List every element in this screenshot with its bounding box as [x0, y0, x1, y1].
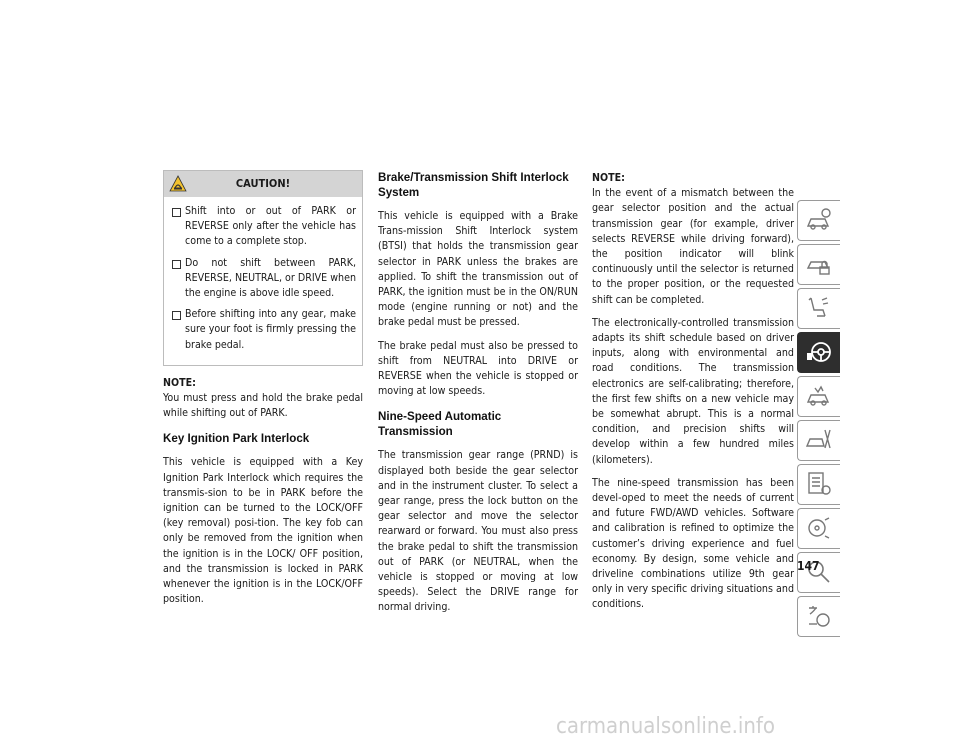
warning-triangle-icon — [169, 175, 187, 192]
caution-item: Do not shift between PARK, REVERSE, NEUTRAL, or DRIVE when the engine is above idle speed. — [172, 256, 356, 302]
note-label: NOTE: — [163, 376, 196, 389]
steering-wheel-icon — [805, 338, 833, 366]
watermark: carmanualsonline.info — [556, 714, 775, 739]
caution-list — [164, 197, 362, 365]
tab-multimedia[interactable] — [797, 508, 840, 549]
car-service-icon — [805, 426, 833, 454]
tab-crash-safety[interactable] — [797, 376, 840, 417]
section-heading-nine-speed: Nine-Speed Automatic Transmission — [378, 410, 502, 439]
column-middle — [378, 170, 578, 624]
caution-box — [163, 170, 363, 366]
chapter-tab-strip — [797, 200, 841, 640]
tab-car-lock[interactable] — [797, 244, 840, 285]
electronic-body-1: The electronically-controlled transmission adapts its shift schedule based on driver inputs, along with environmental and road conditions. The transmission electronics are self-calibrating; therefore, the first few shifts on a new vehicle may be somewhat abrupt. This is a normal condition, and precision shifts will develop within a few hundred miles (kilometers). — [592, 316, 794, 466]
car-lock-icon — [805, 250, 833, 278]
tab-steering[interactable] — [797, 332, 840, 373]
maintenance-list-icon — [805, 470, 833, 498]
tab-maintenance[interactable] — [797, 464, 840, 505]
checkbox-bullet-icon — [172, 311, 181, 320]
section-heading-btsi: Brake/Transmission Shift Interlock System — [378, 171, 569, 199]
checkbox-bullet-icon — [172, 208, 181, 217]
note-text: In the event of a mismatch between the gear selector position and the actual transmission gear (for example, driver selects REVERSE while driving forward), the position indicator will blink continuously until the selector is returned to the proper position, or the requested shift can be completed. — [592, 187, 794, 306]
caution-item: Shift into or out of PARK or REVERSE only after the vehicle has come to a complete stop. — [172, 204, 356, 250]
caution-item: Before shifting into any gear, make sure your foot is firmly pressing the brake pedal. — [172, 307, 356, 353]
tab-car-service[interactable] — [797, 420, 840, 461]
multimedia-icon — [805, 514, 833, 542]
key-interlock-body: This vehicle is equipped with a Key Ignition Park Interlock which requires the transmis-sion to be in PARK before the ignition can be turned to the LOCK/OFF (key removal) posi-tion. The key fob can only be removed from the ignition when the ignition is in the LOCK/ OFF position, and the transmission is locked in PARK whenever the ignition is in the LOCK/OFF position. — [163, 456, 363, 606]
section-heading-key-interlock: Key Ignition Park Interlock — [163, 432, 310, 446]
page-number: 147 — [797, 559, 820, 573]
btsi-body-2: The brake pedal must also be pressed to shift from NEUTRAL into DRIVE or REVERSE when the vehicle is stopped or moving at low speeds. — [378, 339, 578, 398]
column-left — [163, 170, 363, 615]
tab-seat-adjust[interactable] — [797, 288, 840, 329]
electronic-body-2: The nine-speed transmission has been devel-oped to meet the needs of current and future FWD/AWD vehicles. Software and calibration is refined to optimize the customer’s driving experience and fuel economy. By design, some vehicle and driveline combinations utilize 9th gear only in very specific driving situations and conditions. — [592, 476, 794, 611]
column-right — [592, 171, 794, 621]
seat-adjust-icon — [805, 294, 833, 322]
crash-safety-icon — [805, 382, 833, 410]
btsi-body-1: This vehicle is equipped with a Brake Trans-mission Shift Interlock system (BTSI) that holds the transmission gear selector in PARK unless the brakes are applied. To shift the transmission out of PARK, the ignition must be in the ON/RUN mode (engine running or not) and the brake pedal must be pressed. — [378, 210, 578, 329]
checkbox-bullet-icon — [172, 260, 181, 269]
note-label: NOTE: — [592, 172, 625, 184]
note-text: You must press and hold the brake pedal while shifting out of PARK. — [163, 392, 363, 420]
caution-title: CAUTION! — [235, 177, 291, 190]
language-icon — [805, 602, 833, 630]
caution-header — [164, 171, 362, 197]
nine-speed-body: The transmission gear range (PRND) is displayed both beside the gear selector and in the instrument cluster. To select a gear range, press the lock button on the gear selector and move the selector rearward or forward. You must also press the brake pedal to shift the transmission out of PARK (or NEUTRAL, when the vehicle is stopped or moving at low speeds). Select the DRIVE range for normal driving. — [378, 449, 578, 614]
car-info-icon — [805, 206, 833, 234]
tab-car-info[interactable] — [797, 200, 840, 241]
tab-language[interactable] — [797, 596, 840, 637]
